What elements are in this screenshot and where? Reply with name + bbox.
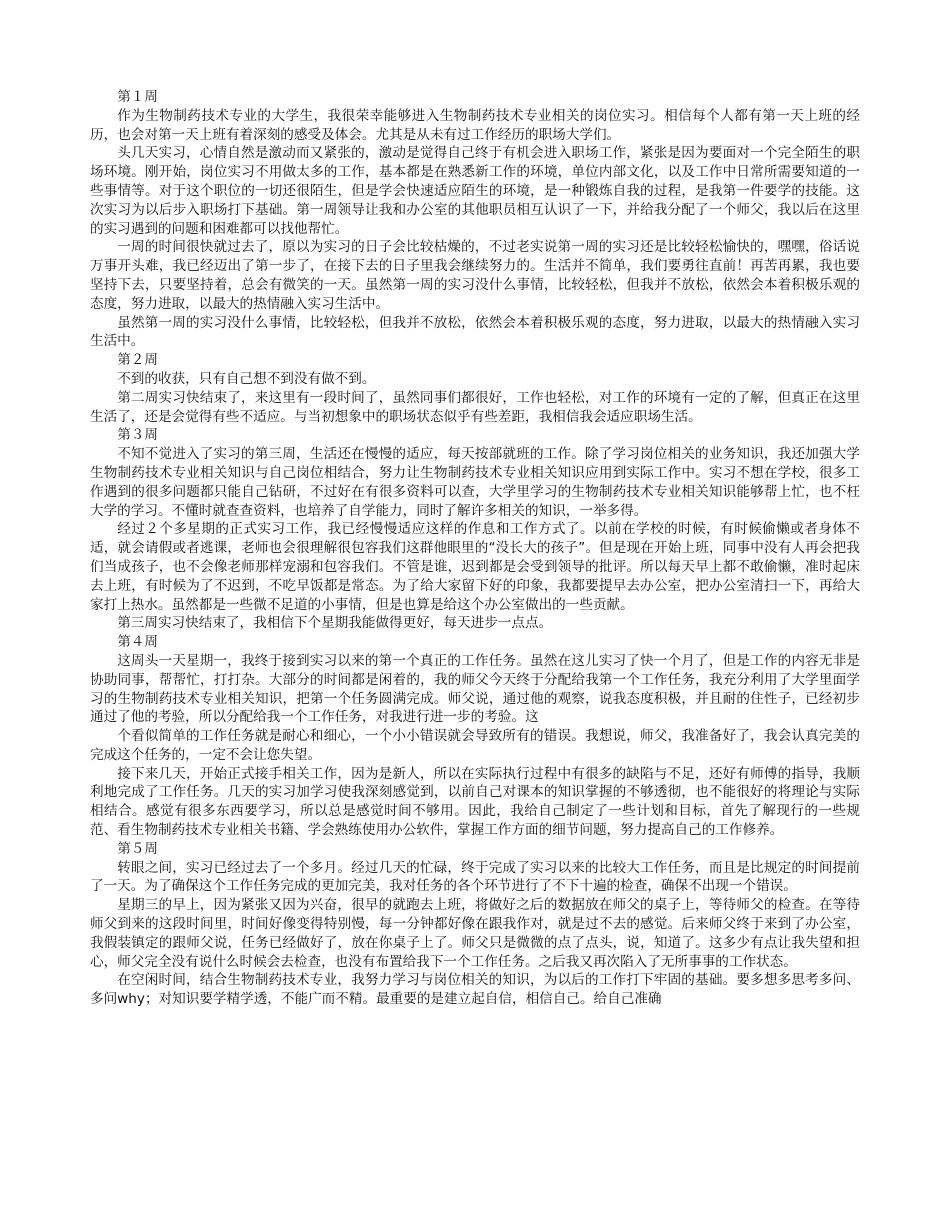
paragraph: 转眼之间，实习已经过去了一个多月。经过几天的忙碌，终于完成了实习以来的比较大工作任务，而且是比规定的时间提前了一天。为了确保这个工作任务完成的更加完美，我对任务的各个环节进行了不下十遍的检查，确保不出现一个错误。 <box>90 859 860 895</box>
paragraph: 作为生物制药技术专业的大学生，我很荣幸能够进入生物制药技术专业相关的岗位实习。相信每个人都有第一天上班的经历，也会对第一天上班有着深刻的感受及体会。尤其是从未有过工作经历的职场大学们。 <box>90 107 860 143</box>
week-1-heading: 第１周 <box>117 89 158 105</box>
paragraph: 这周头一天星期一，我终于接到实习以来的第一个真正的工作任务。虽然在这儿实习了快一个月了，但是工作的内容无非是协助同事，帮帮忙，打打杂。大部分的时间都是闲着的，我的师父今天终于分配给我第一个工作任务，我充分利用了大学里面学习的生物制药技术专业相关知识，把第一个任务圆满完成。师父说，通过他的观察，说我态度积极，并且耐的住性子，已经初步通过了他的考验，所以分配给我一个工作任务，对我进行进一步的考验。这 <box>90 652 860 726</box>
week-3-heading: 第３周 <box>117 427 158 444</box>
paragraph: 星期三的早上，因为紧张又因为兴奋，很早的就跑去上班，将做好之后的数据放在师父的桌子上，等待师父的检查。在等待师父到来的这段时间里，时间好像变得特别慢，每一分钟都好像在跟我作对，就是过不去的感觉。后来师父终于来到了办公室，我假装镇定的跟师父说，任务已经做好了，放在你桌子上了。师父只是微微的点了点头，说，知道了。这多少有点让我失望和担心，师父完全没有说什么时候会去检查，也没有布置给我下一个工作任务。之后我又再次陷入了无所事事的工作状态。 <box>90 897 860 970</box>
paragraph: 接下来几天，开始正式接手相关工作，因为是新人，所以在实际执行过程中有很多的缺陷与不足，还好有师傅的指导，我顺利地完成了工作任务。几天的实习加学习使我深刻感觉到，以前自己对课本的知识掌握的不够透彻，也不能很好的将理论与实际相结合。感觉有很多东西要学习，所以总是感觉时间不够用。因此，我给自己制定了一些计划和目标，首先了解现行的一些规范、看生物制药技术专业相关书籍、学会熟练使用办公软件，掌握工作方面的细节问题，努力提高自己的工作修养。 <box>90 765 860 839</box>
week-5-heading: 第５周 <box>117 840 158 857</box>
paragraph: 第二周实习快结束了，来这里有一段时间了，虽然同事们都很好，工作也轻松，对工作的环境有一定的了解，但真正在这里生活了，还是会觉得有些不适应。与当初想象中的职场状态似乎有些差距，我相信我会适应职场生活。 <box>90 389 860 425</box>
paragraph: 在空闲时间，结合生物制药技术专业，我努力学习与岗位相关的知识，为以后的工作打下牢固的基础。要多想多思考多问、多问why；对知识要学精学透，不能广而不精。最重要的是建立起自信，相信自己。给自己准确 <box>90 972 860 1008</box>
paragraph: 经过２个多星期的正式实习工作，我已经慢慢适应这样的作息和工作方式了。以前在学校的时候，有时候偷懒或者身体不适，就会请假或者逃课，老师也会很理解很包容我们这群他眼里的“没长大的孩子”。但是现在开始上班，同事中没有人再会把我们当成孩子，也不会像老师那样宠溺和包容我们。不管是谁，迟到都是会受到领导的批评。所以每天早上都不敢偷懒，准时起床去上班，有时候为了不迟到，不吃早饭都是常态。为了给大家留下好的印象，我都要提早去办公室，把办公室清扫一下，再给大家打上热水。虽然都是一些微不足道的小事情，但是也算是给这个办公室做出的一些贡献。 <box>90 521 860 613</box>
paragraph: 不到的收获，只有自己想不到没有做不到。 <box>117 370 376 387</box>
document-body <box>90 88 860 1009</box>
paragraph: 头几天实习，心情自然是激动而又紧张的，激动是觉得自己终于有机会进入职场工作，紧张是因为要面对一个完全陌生的职场环境。刚开始，岗位实习不用做太多的工作，基本都是在熟悉新工作的环境，单位内部文化，以及工作中日常所需要知道的一些事情等。对于这个职位的一切还很陌生，但是学会快速适应陌生的环境，是一种锻炼自我的过程，是我第一件要学的技能。这次实习为以后步入职场打下基础。第一周领导让我和办公室的其他职员相互认识了一下，并给我分配了一个师父，我以后在这里的实习遇到的问题和困难都可以找他帮忙。 <box>90 145 860 237</box>
week-2-heading: 第２周 <box>117 352 158 369</box>
paragraph: 第三周实习快结束了，我相信下个星期我能做得更好，每天进步一点点。 <box>117 615 553 632</box>
paragraph: 不知不觉进入了实习的第三周，生活还在慢慢的适应，每天按部就班的工作。除了学习岗位相关的业务知识，我还加强大学生物制药技术专业相关知识与自己岗位相结合，努力让生物制药技术专业相关知识应用到实际工作中。实习不想在学校，很多工作遇到的很多问题都只能自己钻研，不过好在有很多资料可以查，大学里学习的生物制药技术专业相关知识能够帮上忙，也不枉大学的学习。不懂时就查查资料，也培养了自学能力，同时了解许多相关的知识，一举多得。 <box>90 446 860 519</box>
paragraph: 一周的时间很快就过去了，原以为实习的日子会比较枯燥的，不过老实说第一周的实习还是比较轻松愉快的，嘿嘿，俗话说万事开头难，我已经迈出了第一步了，在接下去的日子里我会继续努力的。生活并不简单，我们要勇往直前！再苦再累，我也要坚持下去，只要坚持着，总会有微笑的一天。虽然第一周的实习没什么事情，比较轻松，但我并不放松，依然会本着积极乐观的态度，努力进取，以最大的热情融入实习生活中。 <box>90 239 860 312</box>
week-4-heading: 第４周 <box>117 634 158 651</box>
paragraph: 虽然第一周的实习没什么事情，比较轻松，但我并不放松，依然会本着积极乐观的态度，努力进取，以最大的热情融入实习生活中。 <box>90 314 860 350</box>
paragraph: 个看似简单的工作任务就是耐心和细心，一个小小错误就会导致所有的错误。我想说，师父，我准备好了，我会认真完美的完成这个任务的，一定不会让您失望。 <box>90 728 860 763</box>
